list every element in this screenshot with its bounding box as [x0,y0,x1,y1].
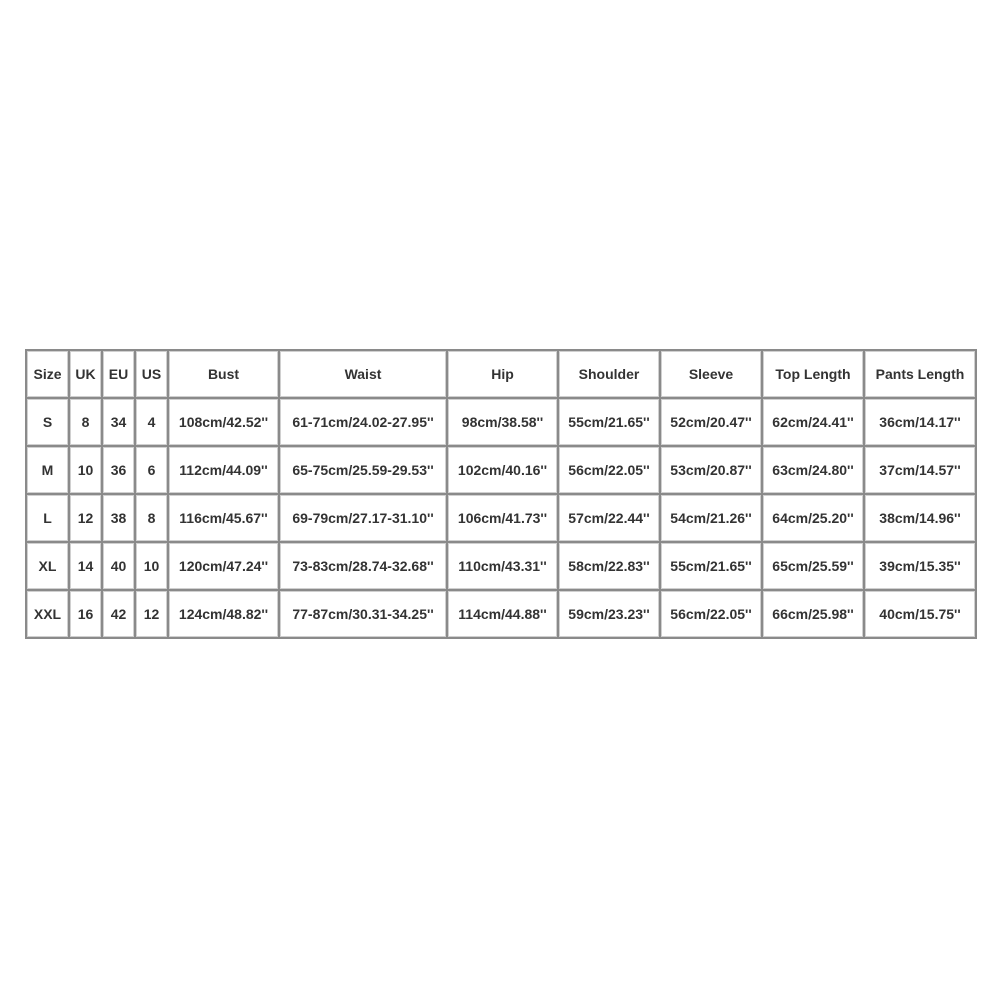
cell-waist: 77-87cm/30.31-34.25'' [279,590,447,638]
cell-hip: 110cm/43.31'' [447,542,558,590]
table-body [26,398,976,638]
header-cell-eu: EU [102,350,135,398]
table-row [26,398,976,446]
cell-uk: 12 [69,494,102,542]
table-row [26,494,976,542]
cell-pants-length: 36cm/14.17'' [864,398,976,446]
cell-bust: 116cm/45.67'' [168,494,279,542]
header-row [26,350,976,398]
size-chart-table [25,349,977,639]
cell-sleeve: 56cm/22.05'' [660,590,762,638]
cell-pants-length: 37cm/14.57'' [864,446,976,494]
cell-waist: 69-79cm/27.17-31.10'' [279,494,447,542]
cell-shoulder: 57cm/22.44'' [558,494,660,542]
header-cell-pants-length: Pants Length [864,350,976,398]
cell-hip: 106cm/41.73'' [447,494,558,542]
header-cell-top-length: Top Length [762,350,864,398]
cell-shoulder: 55cm/21.65'' [558,398,660,446]
cell-shoulder: 56cm/22.05'' [558,446,660,494]
cell-us: 10 [135,542,168,590]
header-cell-sleeve: Sleeve [660,350,762,398]
cell-pants-length: 40cm/15.75'' [864,590,976,638]
cell-bust: 124cm/48.82'' [168,590,279,638]
cell-us: 12 [135,590,168,638]
cell-uk: 14 [69,542,102,590]
cell-uk: 16 [69,590,102,638]
cell-top-length: 64cm/25.20'' [762,494,864,542]
cell-bust: 108cm/42.52'' [168,398,279,446]
cell-sleeve: 54cm/21.26'' [660,494,762,542]
cell-bust: 112cm/44.09'' [168,446,279,494]
cell-waist: 73-83cm/28.74-32.68'' [279,542,447,590]
cell-top-length: 66cm/25.98'' [762,590,864,638]
cell-hip: 114cm/44.88'' [447,590,558,638]
size-chart [25,349,975,639]
table-row [26,542,976,590]
cell-shoulder: 58cm/22.83'' [558,542,660,590]
cell-size: XXL [26,590,69,638]
cell-pants-length: 38cm/14.96'' [864,494,976,542]
cell-sleeve: 55cm/21.65'' [660,542,762,590]
cell-sleeve: 53cm/20.87'' [660,446,762,494]
cell-eu: 42 [102,590,135,638]
cell-top-length: 62cm/24.41'' [762,398,864,446]
cell-hip: 98cm/38.58'' [447,398,558,446]
cell-waist: 61-71cm/24.02-27.95'' [279,398,447,446]
cell-us: 8 [135,494,168,542]
cell-bust: 120cm/47.24'' [168,542,279,590]
cell-eu: 38 [102,494,135,542]
cell-size: XL [26,542,69,590]
cell-uk: 8 [69,398,102,446]
cell-size: S [26,398,69,446]
cell-sleeve: 52cm/20.47'' [660,398,762,446]
cell-eu: 40 [102,542,135,590]
cell-size: M [26,446,69,494]
cell-hip: 102cm/40.16'' [447,446,558,494]
table-row [26,446,976,494]
header-cell-shoulder: Shoulder [558,350,660,398]
cell-waist: 65-75cm/25.59-29.53'' [279,446,447,494]
header-cell-bust: Bust [168,350,279,398]
cell-eu: 36 [102,446,135,494]
header-cell-uk: UK [69,350,102,398]
cell-eu: 34 [102,398,135,446]
cell-top-length: 65cm/25.59'' [762,542,864,590]
table-row [26,590,976,638]
cell-us: 6 [135,446,168,494]
cell-top-length: 63cm/24.80'' [762,446,864,494]
table-header [26,350,976,398]
header-cell-size: Size [26,350,69,398]
cell-uk: 10 [69,446,102,494]
cell-shoulder: 59cm/23.23'' [558,590,660,638]
cell-us: 4 [135,398,168,446]
header-cell-waist: Waist [279,350,447,398]
header-cell-us: US [135,350,168,398]
cell-size: L [26,494,69,542]
header-cell-hip: Hip [447,350,558,398]
cell-pants-length: 39cm/15.35'' [864,542,976,590]
